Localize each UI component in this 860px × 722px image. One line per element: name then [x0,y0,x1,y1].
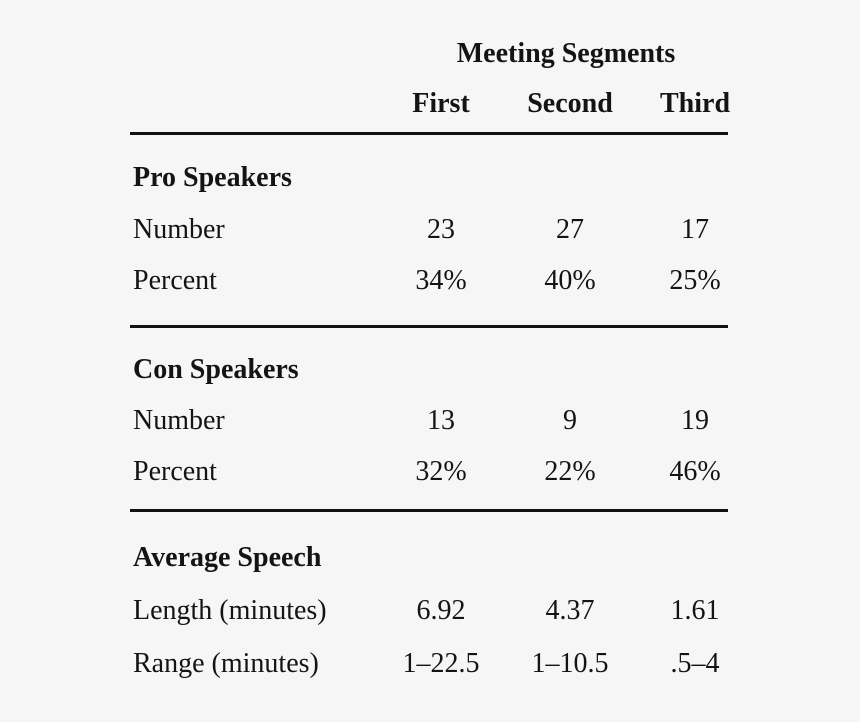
section-header-row [130,356,762,384]
section-header-pro-speakers: Pro Speakers [133,162,292,193]
table-row [130,650,762,678]
column-header-second: Second [527,88,613,119]
table-title: Meeting Segments [456,38,676,69]
cell-value: 32% [415,456,467,487]
cell-value: 17 [681,214,709,245]
cell-value: .5–4 [670,648,720,679]
horizontal-rule-middle [130,325,728,328]
column-header-third: Third [659,88,731,119]
horizontal-rule-top [130,132,728,135]
cell-value: 9 [563,405,577,436]
row-label: Percent [133,265,217,296]
cell-value: 19 [681,405,709,436]
column-header-row [130,90,762,118]
cell-value: 6.92 [416,595,466,626]
cell-value: 4.37 [545,595,595,626]
table-title-row [130,40,762,68]
row-label: Number [133,214,225,245]
row-label: Percent [133,456,217,487]
cell-value: 46% [669,456,721,487]
cell-value: 13 [427,405,455,436]
cell-value: 25% [669,265,721,296]
table-row [130,597,762,625]
table-row [130,458,762,486]
section-header-row [130,544,762,572]
title-row-spacer [130,40,370,68]
table-row [130,407,762,435]
cell-value: 1.61 [670,595,720,626]
table-row [130,267,762,295]
section-header-average-speech: Average Speech [133,542,322,573]
column-header-first: First [412,88,470,119]
cell-value: 40% [544,265,596,296]
cell-value: 1–10.5 [531,648,609,679]
cell-value: 34% [415,265,467,296]
column-header-spacer [130,90,370,118]
table-row [130,216,762,244]
row-label: Length (minutes) [133,595,327,626]
section-header-con-speakers: Con Speakers [133,354,299,385]
cell-value: 23 [427,214,455,245]
section-header-row [130,164,762,192]
row-label: Number [133,405,225,436]
cell-value: 27 [556,214,584,245]
cell-value: 1–22.5 [402,648,480,679]
cell-value: 22% [544,456,596,487]
horizontal-rule-bottom [130,509,728,512]
row-label: Range (minutes) [133,648,319,679]
